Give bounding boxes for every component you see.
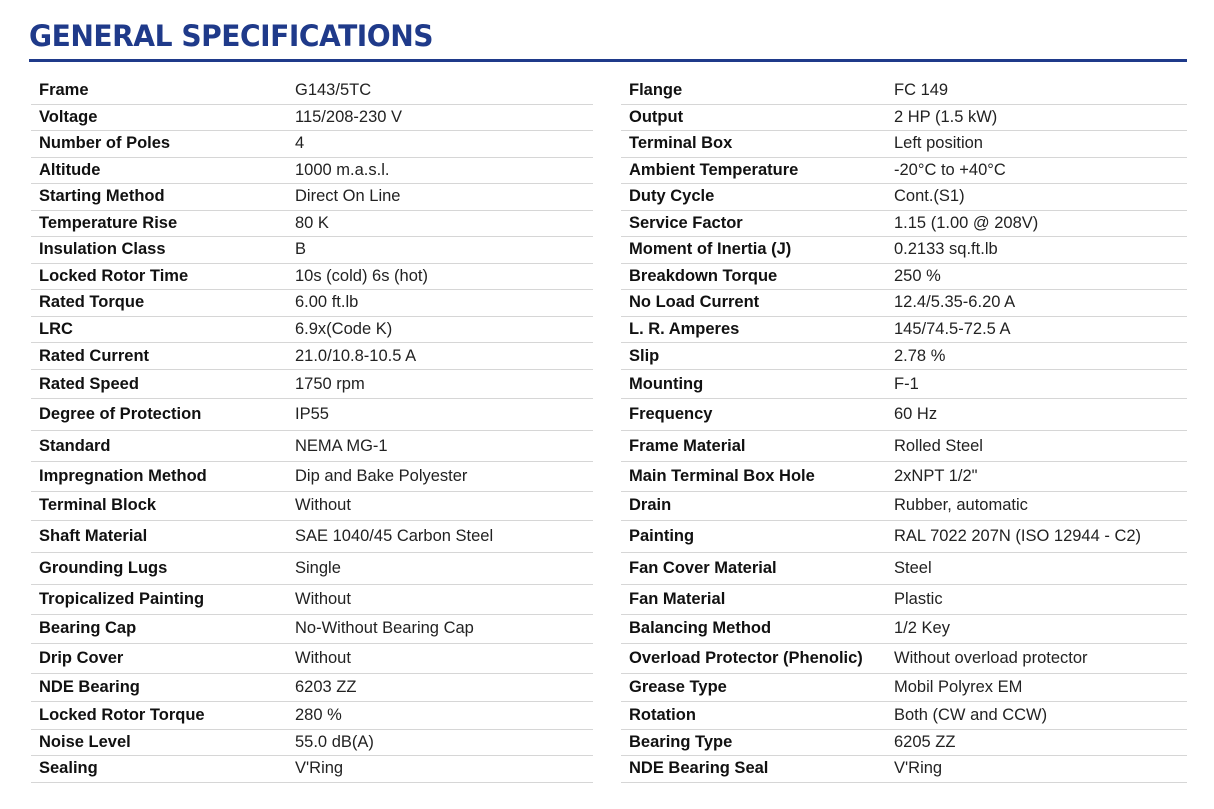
spec-row (621, 585, 1187, 615)
spec-value: SAE 1040/45 Carbon Steel (295, 527, 494, 545)
spec-value: 21.0/10.8-10.5 A (295, 346, 417, 365)
spec-row (621, 237, 1187, 264)
spec-row (31, 585, 593, 615)
spec-label: Rated Torque (39, 293, 145, 312)
spec-row (31, 78, 593, 105)
spec-label: Noise Level (39, 732, 131, 751)
spec-value: 6205 ZZ (894, 732, 956, 751)
spec-label: No Load Current (629, 293, 760, 312)
spec-label: Altitude (39, 160, 101, 179)
spec-label: Output (629, 107, 684, 126)
spec-row (31, 756, 593, 783)
spec-row (621, 131, 1187, 158)
spec-row (621, 492, 1187, 522)
spec-label: Duty Cycle (629, 187, 715, 206)
spec-row (621, 264, 1187, 291)
spec-value: Dip and Bake Polyester (295, 466, 468, 485)
spec-row (31, 105, 593, 132)
spec-value: Left position (894, 134, 983, 153)
spec-label: L. R. Amperes (629, 319, 740, 338)
spec-label: Degree of Protection (39, 405, 202, 423)
spec-value: NEMA MG-1 (295, 436, 388, 455)
spec-row (621, 399, 1187, 431)
spec-label: NDE Bearing (39, 677, 140, 696)
spec-label: Terminal Box (629, 134, 733, 153)
spec-row (31, 370, 593, 399)
spec-row (621, 290, 1187, 317)
spec-value: Without overload protector (894, 648, 1088, 667)
spec-value: Both (CW and CCW) (894, 705, 1048, 724)
spec-label: LRC (39, 319, 73, 338)
spec-label: Flange (629, 81, 683, 100)
spec-row (621, 462, 1187, 492)
spec-row (31, 674, 593, 702)
spec-label: Locked Rotor Torque (39, 705, 205, 724)
spec-label: Breakdown Torque (629, 266, 778, 285)
spec-value: 250 % (894, 266, 941, 285)
spec-label: Terminal Block (39, 496, 157, 515)
spec-row (621, 317, 1187, 344)
spec-label: Moment of Inertia (J) (629, 240, 792, 259)
spec-label: Overload Protector (Phenolic) (629, 648, 863, 667)
spec-label: Balancing Method (629, 619, 772, 638)
spec-label: Slip (629, 346, 660, 365)
spec-value: Plastic (894, 589, 943, 608)
spec-value: 1.15 (1.00 @ 208V) (894, 213, 1039, 232)
spec-value: Direct On Line (295, 187, 401, 206)
spec-row (31, 615, 593, 645)
spec-label: Bearing Cap (39, 619, 137, 638)
spec-label: Grease Type (629, 677, 727, 696)
spec-row (621, 78, 1187, 105)
spec-row (31, 131, 593, 158)
spec-label: Main Terminal Box Hole (629, 466, 815, 485)
spec-row (621, 431, 1187, 462)
spec-value: V'Ring (894, 759, 943, 778)
spec-label: Fan Cover Material (629, 559, 777, 577)
spec-row (31, 553, 593, 585)
spec-row (621, 211, 1187, 238)
spec-label: Bearing Type (629, 732, 733, 751)
spec-value: -20°C to +40°C (894, 160, 1006, 179)
title-underline (29, 59, 1187, 62)
spec-value: Rolled Steel (894, 436, 983, 455)
spec-label: Rotation (629, 705, 696, 724)
spec-label: Drip Cover (39, 648, 124, 667)
spec-value: 1750 rpm (295, 374, 365, 393)
spec-row (31, 521, 593, 553)
spec-value: 80 K (295, 213, 329, 232)
spec-row (621, 756, 1187, 783)
spec-label: Frame (39, 81, 89, 100)
spec-value: 55.0 dB(A) (295, 732, 374, 751)
spec-row (31, 462, 593, 492)
spec-label: Frequency (629, 405, 713, 423)
spec-value: 0.2133 sq.ft.lb (894, 240, 998, 259)
spec-label: Insulation Class (39, 240, 166, 259)
spec-row (621, 184, 1187, 211)
spec-value: V'Ring (295, 759, 344, 778)
spec-row (621, 553, 1187, 585)
spec-row (31, 730, 593, 757)
spec-value: 2xNPT 1/2" (894, 466, 978, 485)
spec-value: RAL 7022 207N (ISO 12944 - C2) (894, 527, 1142, 545)
spec-value: 280 % (295, 705, 342, 724)
spec-value: G143/5TC (295, 81, 372, 100)
spec-value: Without (295, 648, 351, 667)
spec-value: 1000 m.a.s.l. (295, 160, 390, 179)
spec-value: 1/2 Key (894, 619, 950, 638)
spec-value: Without (295, 496, 351, 515)
spec-label: Service Factor (629, 213, 743, 232)
spec-label: Frame Material (629, 436, 746, 455)
spec-value: Steel (894, 559, 932, 577)
spec-label: Shaft Material (39, 527, 148, 545)
spec-row (31, 264, 593, 291)
spec-row (31, 184, 593, 211)
spec-row (31, 211, 593, 238)
spec-label: Sealing (39, 759, 98, 778)
spec-row (31, 431, 593, 462)
spec-value: 2 HP (1.5 kW) (894, 107, 998, 126)
spec-row (31, 343, 593, 370)
spec-label: Painting (629, 527, 695, 545)
spec-value: 12.4/5.35-6.20 A (894, 293, 1016, 312)
spec-row (621, 674, 1187, 702)
spec-value: Cont.(S1) (894, 187, 965, 206)
spec-value: 10s (cold) 6s (hot) (295, 266, 428, 285)
spec-row (621, 370, 1187, 399)
spec-row (621, 158, 1187, 185)
spec-value: F-1 (894, 374, 919, 393)
spec-value: No-Without Bearing Cap (295, 619, 474, 638)
spec-value: B (295, 240, 307, 259)
spec-row (31, 317, 593, 344)
spec-row (31, 702, 593, 730)
spec-row (31, 399, 593, 431)
spec-label: Mounting (629, 374, 704, 393)
spec-label: Starting Method (39, 187, 165, 206)
spec-value: 145/74.5-72.5 A (894, 319, 1011, 338)
spec-row (31, 492, 593, 522)
spec-value: FC 149 (894, 81, 949, 100)
spec-row (621, 521, 1187, 553)
page-title: GENERAL SPECIFICATIONS (29, 19, 434, 53)
right-spec-table (621, 78, 1187, 783)
spec-row (31, 158, 593, 185)
spec-row (621, 615, 1187, 645)
spec-value: 115/208-230 V (295, 107, 403, 126)
spec-row (31, 237, 593, 264)
spec-label: Temperature Rise (39, 213, 178, 232)
spec-label: Impregnation Method (39, 466, 207, 485)
spec-value: Without (295, 589, 351, 608)
spec-label: Standard (39, 436, 111, 455)
spec-label: Rated Speed (39, 374, 139, 393)
spec-label: Ambient Temperature (629, 160, 799, 179)
spec-value: Mobil Polyrex EM (894, 677, 1023, 696)
spec-value: 60 Hz (894, 405, 938, 423)
spec-label: Locked Rotor Time (39, 266, 189, 285)
spec-value: 6203 ZZ (295, 677, 357, 696)
spec-row (621, 730, 1187, 757)
left-spec-table (31, 78, 593, 783)
spec-label: Tropicalized Painting (39, 589, 205, 608)
spec-label: Voltage (39, 107, 98, 126)
spec-value: Rubber, automatic (894, 496, 1028, 515)
spec-label: Rated Current (39, 346, 150, 365)
spec-row (621, 105, 1187, 132)
spec-value: Single (295, 559, 341, 577)
spec-row (31, 644, 593, 674)
spec-label: Fan Material (629, 589, 726, 608)
spec-row (621, 644, 1187, 674)
spec-row (621, 702, 1187, 730)
spec-label: Drain (629, 496, 672, 515)
spec-label: Number of Poles (39, 134, 171, 153)
spec-label: Grounding Lugs (39, 559, 168, 577)
spec-label: NDE Bearing Seal (629, 759, 769, 778)
spec-value: 6.00 ft.lb (295, 293, 359, 312)
spec-value: 4 (295, 134, 305, 153)
spec-value: 6.9x(Code K) (295, 319, 393, 338)
spec-value: IP55 (295, 405, 329, 423)
spec-row (31, 290, 593, 317)
spec-value: 2.78 % (894, 346, 946, 365)
spec-row (621, 343, 1187, 370)
